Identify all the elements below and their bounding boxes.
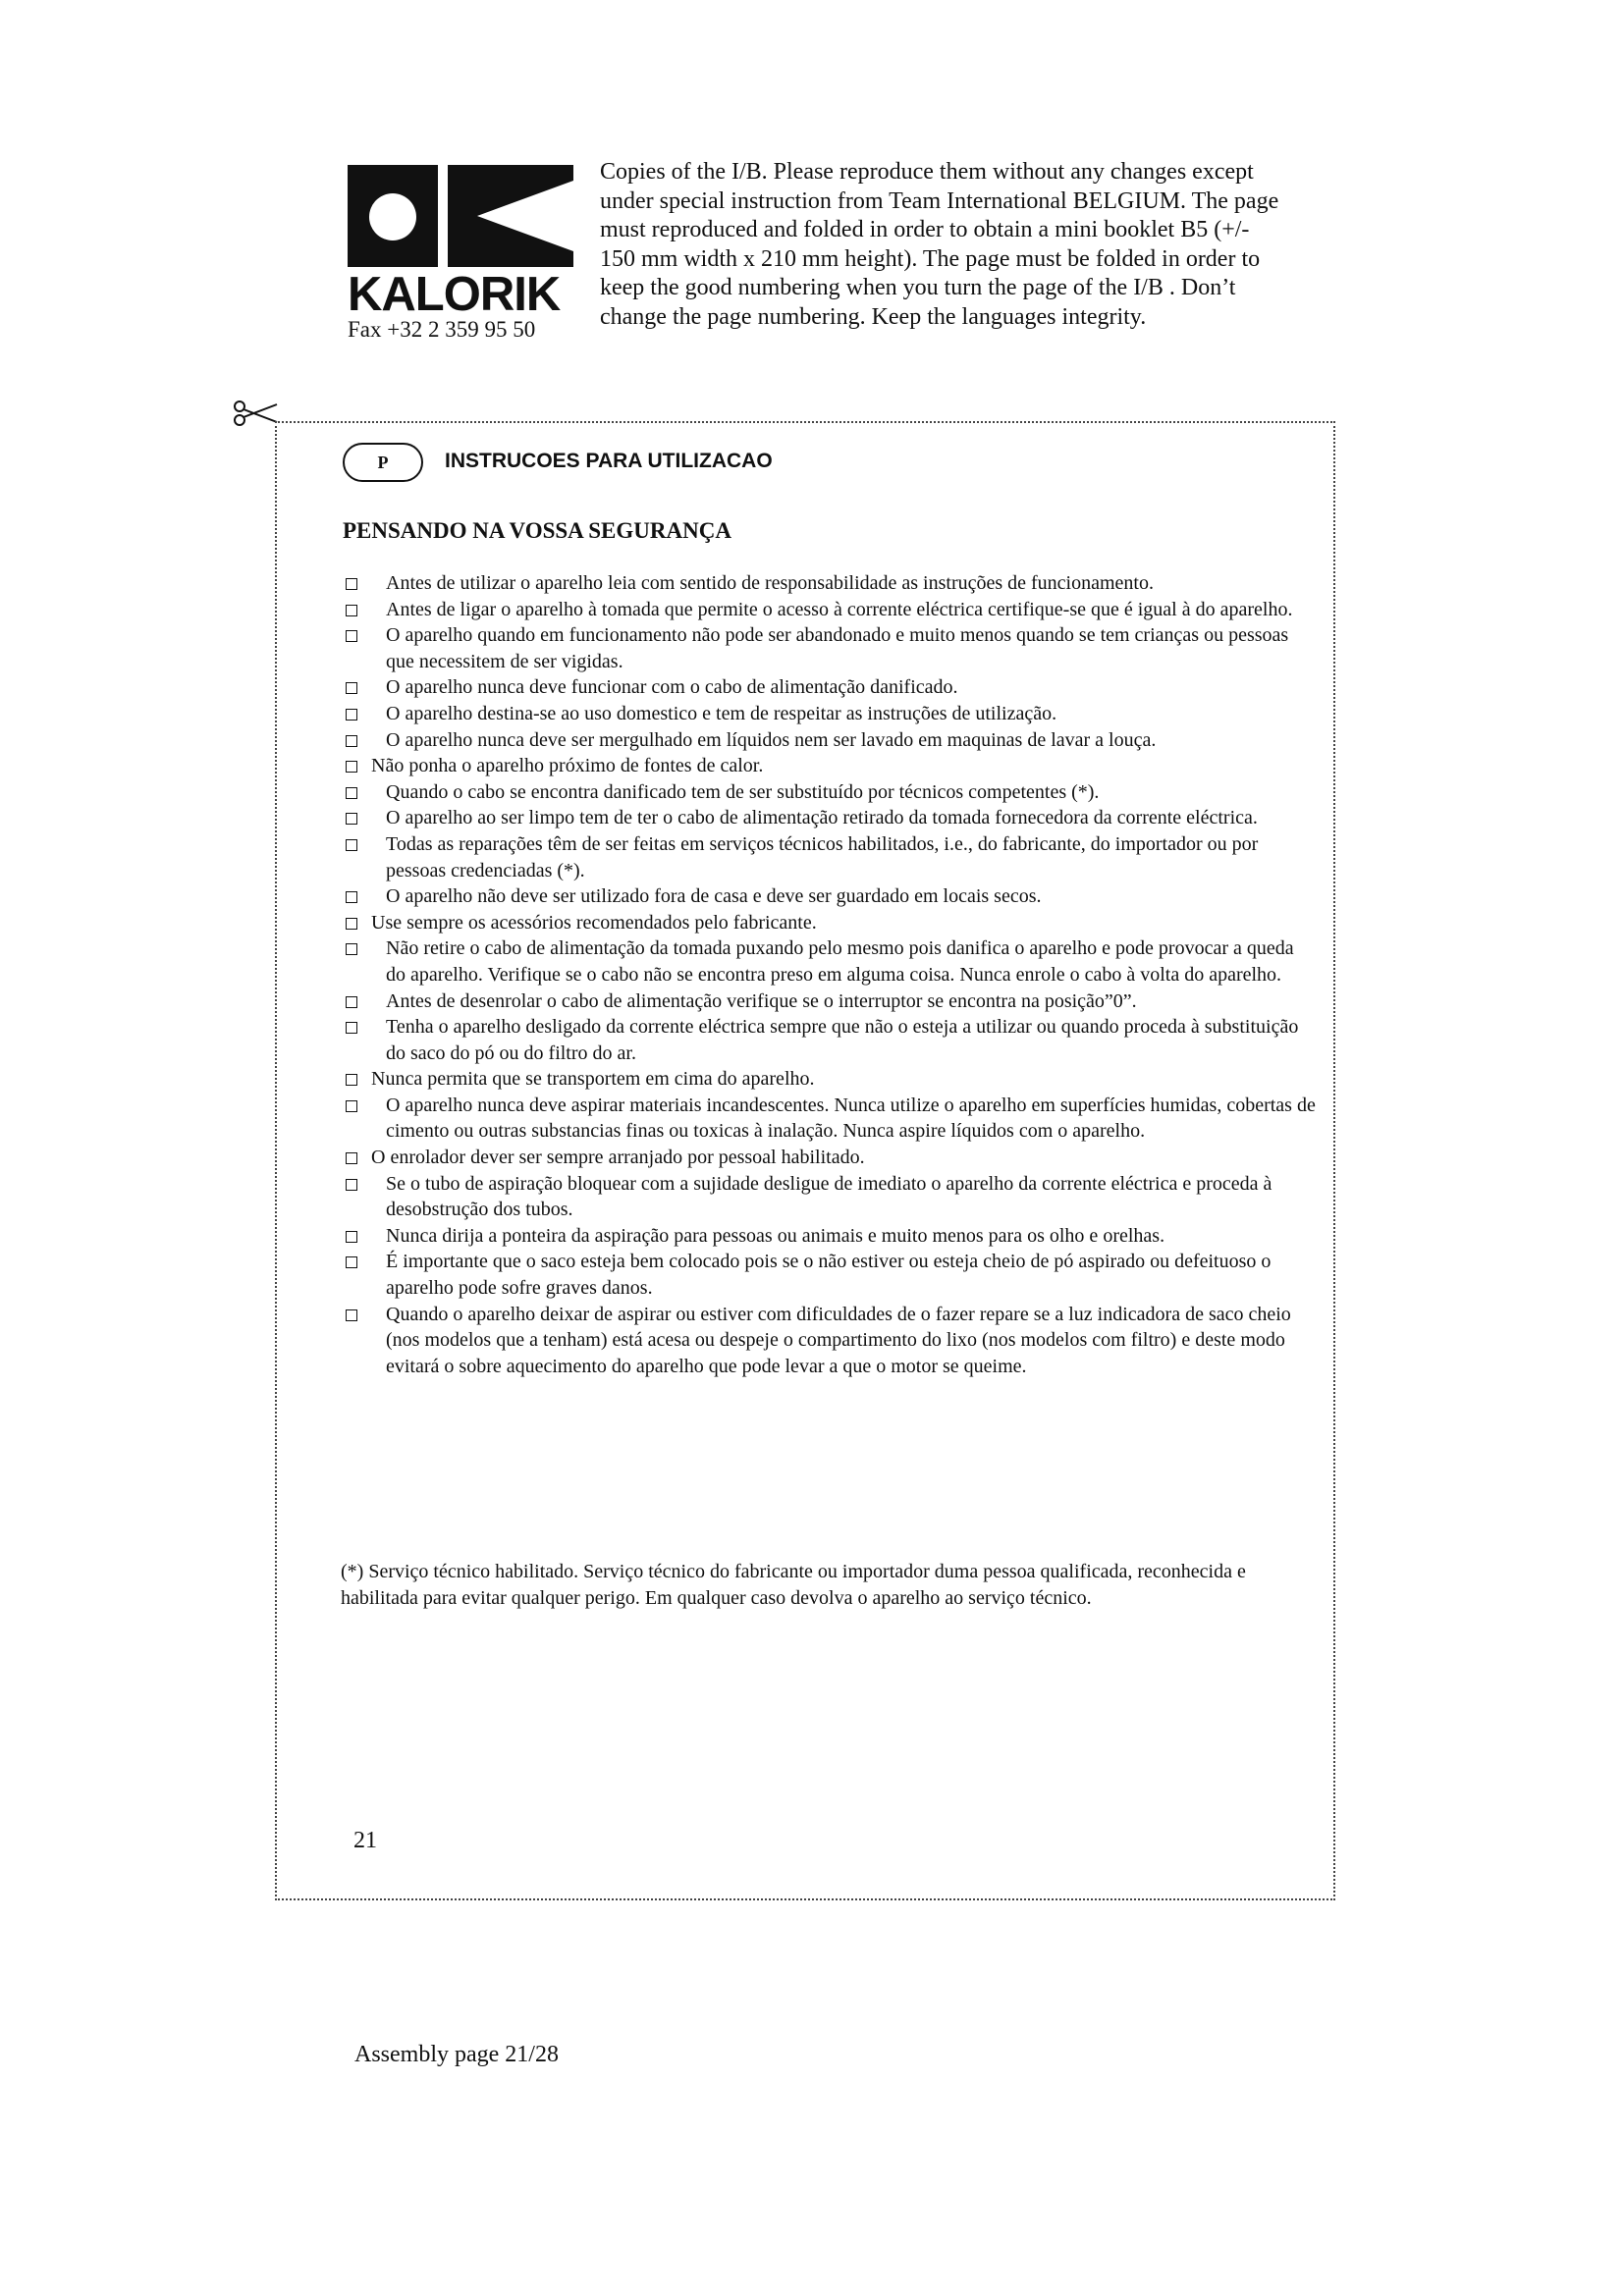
kalorik-logo-mark — [348, 165, 573, 267]
checkbox-bullet-icon — [346, 891, 357, 903]
list-item — [339, 883, 1316, 910]
list-item — [339, 1171, 1316, 1223]
list-item — [339, 701, 1316, 727]
rule-text: Antes de utilizar o aparelho leia com sentido de responsabilidade as instruções de funcionamento. — [386, 572, 1154, 594]
section-title: INSTRUCOES PARA UTILIZACAO — [445, 450, 773, 472]
checkbox-bullet-icon — [346, 813, 357, 825]
checkbox-bullet-icon — [346, 1100, 357, 1112]
rule-text: Se o tubo de aspiração bloquear com a sujidade desligue de imediato o aparelho da corrente eléctrica e proceda à desobstrução dos tubos. — [386, 1172, 1272, 1221]
list-item — [339, 831, 1316, 883]
checkbox-bullet-icon — [346, 1152, 357, 1164]
list-item — [339, 910, 1316, 936]
checkbox-bullet-icon — [346, 943, 357, 955]
list-item — [339, 1249, 1316, 1301]
checkbox-bullet-icon — [346, 1256, 357, 1268]
rule-text: O aparelho quando em funcionamento não pode ser abandonado e muito menos quando se tem crianças ou pessoas que necessitem de ser vigidas. — [386, 624, 1289, 672]
list-item — [339, 988, 1316, 1015]
checkbox-bullet-icon — [346, 630, 357, 642]
rule-text: O aparelho destina-se ao uso domestico e tem de respeitar as instruções de utilização. — [386, 702, 1057, 724]
rule-text: O enrolador dever ser sempre arranjado por pessoal habilitado. — [371, 1147, 865, 1169]
list-item — [339, 1093, 1316, 1145]
checkbox-bullet-icon — [346, 918, 357, 930]
checkbox-bullet-icon — [346, 1309, 357, 1321]
rule-text: Nunca dirija a ponteira da aspiração para pessoas ou animais e muito menos para os olho e orelhas. — [386, 1224, 1165, 1247]
language-badge: P — [343, 443, 423, 482]
rule-text: O aparelho nunca deve aspirar materiais incandescentes. Nunca utilize o aparelho em superfícies humidas, cobertas de cimento ou outras substancias finas ou toxicas à inalação. Nunca aspire líquidos com o aparelho. — [386, 1094, 1316, 1143]
list-item — [339, 1014, 1316, 1066]
checkbox-bullet-icon — [346, 709, 357, 721]
list-item — [339, 674, 1316, 701]
safety-subtitle: PENSANDO NA VOSSA SEGURANÇA — [343, 518, 731, 543]
kalorik-wordmark: KALORIK — [348, 268, 561, 321]
list-item — [339, 1145, 1316, 1171]
rule-text: Todas as reparações têm de ser feitas em serviços técnicos habilitados, i.e., do fabricante, do importador ou por pessoas credenciadas (*). — [386, 832, 1259, 881]
list-item — [339, 622, 1316, 674]
checkbox-bullet-icon — [346, 1022, 357, 1034]
list-item — [339, 935, 1316, 988]
rule-text: Use sempre os acessórios recomendados pelo fabricante. — [371, 911, 817, 934]
list-item — [339, 570, 1316, 597]
rule-text: É importante que o saco esteja bem colocado pois se o não estiver ou esteja cheio de pó aspirado ou defeituoso o aparelho pode sofre graves danos. — [386, 1251, 1272, 1300]
checkbox-bullet-icon — [346, 682, 357, 694]
list-item — [339, 597, 1316, 623]
checkbox-bullet-icon — [346, 1179, 357, 1191]
checkbox-bullet-icon — [346, 605, 357, 616]
fax-number: Fax +32 2 359 95 50 — [348, 317, 536, 342]
checkbox-bullet-icon — [346, 787, 357, 799]
rule-text: O aparelho não deve ser utilizado fora de casa e deve ser guardado em locais secos. — [386, 885, 1042, 908]
checkbox-bullet-icon — [346, 839, 357, 851]
list-item — [339, 1223, 1316, 1250]
rule-text: O aparelho ao ser limpo tem de ter o cabo de alimentação retirado da tomada fornecedora da corrente eléctrica. — [386, 807, 1258, 829]
rule-text: Tenha o aparelho desligado da corrente eléctrica sempre que não o esteja a utilizar ou quando proceda à substituição do saco do pó ou do filtro do ar. — [386, 1016, 1299, 1064]
checkbox-bullet-icon — [346, 1231, 357, 1243]
service-footnote: (*) Serviço técnico habilitado. Serviço técnico do fabricante ou importador duma pessoa qualificada, reconhecida e habilitada para evitar qualquer perigo. Em qualquer caso devolva o aparelho ao serviço técnico. — [341, 1561, 1246, 1609]
list-item — [339, 1066, 1316, 1093]
list-item — [339, 753, 1316, 779]
rule-text: Não retire o cabo de alimentação da tomada puxando pelo mesmo pois danifica o aparelho e pode provocar a queda do aparelho. Verifique se o cabo não se encontra preso em alguma coisa. Nunca enrole o cabo à volta do aparelho. — [386, 937, 1294, 986]
safety-rules-list — [339, 570, 1316, 1379]
checkbox-bullet-icon — [346, 1074, 357, 1086]
rule-text: O aparelho nunca deve ser mergulhado em líquidos nem ser lavado em maquinas de lavar a louça. — [386, 728, 1157, 751]
checkbox-bullet-icon — [346, 578, 357, 590]
rule-text: O aparelho nunca deve funcionar com o cabo de alimentação danificado. — [386, 676, 958, 699]
checkbox-bullet-icon — [346, 735, 357, 747]
checkbox-bullet-icon — [346, 761, 357, 773]
list-item — [339, 727, 1316, 754]
rule-text: Antes de desenrolar o cabo de alimentação verifique se o interruptor se encontra na posição”0”. — [386, 989, 1137, 1012]
rule-text: Quando o aparelho deixar de aspirar ou estiver com dificuldades de o fazer repare se a luz indicadora de saco cheio (nos modelos que a tenham) está acesa ou despeje o compartimento do lixo (nos modelos com filtro) e deste modo evitará o sobre aquecimento do aparelho que pode levar a que o motor se queime. — [386, 1303, 1291, 1377]
list-item — [339, 779, 1316, 806]
assembly-page-label: Assembly page 21/28 — [354, 2042, 559, 2067]
rule-text: Antes de ligar o aparelho à tomada que permite o acesso à corrente eléctrica certifique-se que é igual à do aparelho. — [386, 598, 1293, 620]
list-item — [339, 805, 1316, 831]
list-item — [339, 1302, 1316, 1380]
checkbox-bullet-icon — [346, 996, 357, 1008]
rule-text: Quando o cabo se encontra danificado tem de ser substituído por técnicos competentes (*). — [386, 780, 1100, 803]
rule-text: Não ponha o aparelho próximo de fontes de calor. — [371, 755, 764, 777]
rule-text: Nunca permita que se transportem em cima do aparelho. — [371, 1068, 815, 1091]
reproduction-note: Copies of the I/B. Please reproduce them without any changes except under special instruction from Team International BELGIUM. The page must reproduced and folded in order to obtain a mini booklet B5 (+/- 150 mm width x 210 mm height). The page must be folded in order to keep the good numbering when you turn the page of the I/B . Don’t change the page numbering. Keep the languages integrity. — [600, 159, 1279, 330]
page-number: 21 — [353, 1828, 377, 1853]
kalorik-logo — [348, 165, 573, 320]
